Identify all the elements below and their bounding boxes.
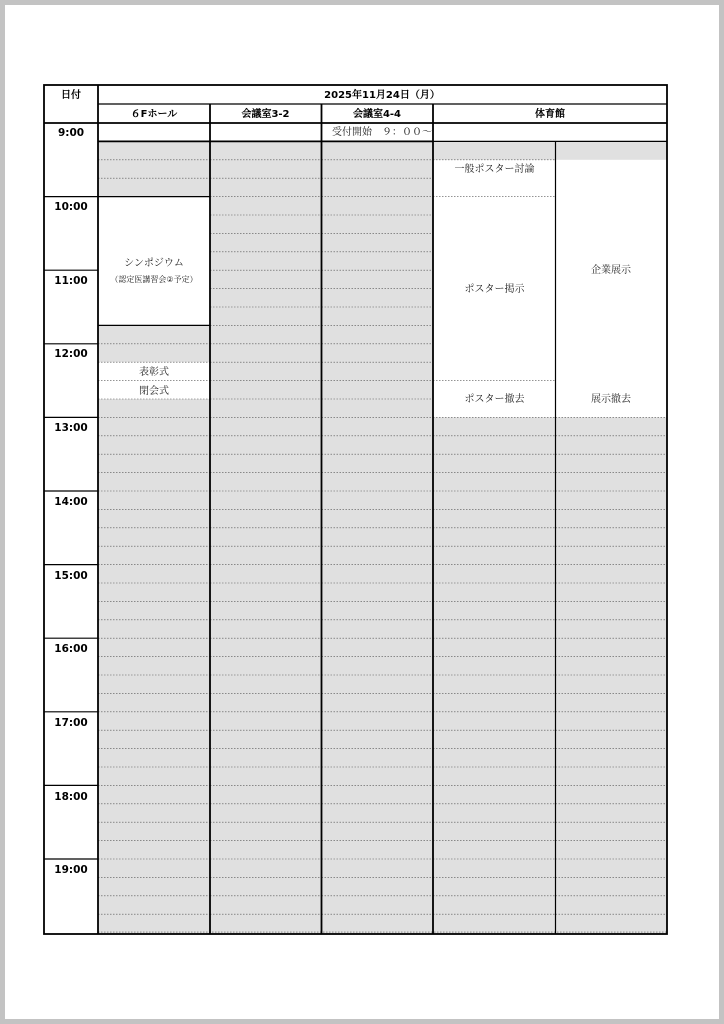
symposium-title: シンポジウム [124,258,184,269]
poster-removal: ポスター撤去 [464,394,525,405]
room-header-6f-hall: ６Fホール [130,109,178,120]
room-header-meeting-4-4: 会議室4-4 [352,109,402,120]
closing-ceremony: 閉会式 [139,386,169,397]
poster-shade [433,141,556,159]
company-exhibit: 企業展示 [591,265,631,276]
poster-posting: ポスター掲示 [464,284,525,295]
date-column-label: 日付 [61,90,81,101]
date-value: 2025年11月24日（月） [324,90,440,101]
time-label: 15:00 [54,570,88,582]
time-label: 16:00 [54,643,88,655]
time-label: 12:00 [54,348,88,360]
time-label: 13:00 [54,422,88,434]
poster-discussion: 一般ポスター討論 [454,164,535,175]
award-ceremony: 表彰式 [139,367,169,378]
time-label: 11:00 [54,275,88,287]
time-labels [54,127,87,876]
time-label: 19:00 [54,864,88,876]
reception-start-text: 受付開始 ９：００～ [332,127,432,138]
time-label: 14:00 [54,496,88,508]
time-label: 18:00 [54,791,88,803]
symposium-note: （認定医講習会②予定） [110,275,198,284]
exhibit-removal: 展示撤去 [591,394,631,405]
time-label: 17:00 [54,717,88,729]
time-label: 10:00 [54,201,88,213]
time-label: 9:00 [57,127,85,139]
room-header-meeting-3-2: 会議室3-2 [241,109,290,120]
room-header-gymnasium: 体育館 [535,109,565,120]
poster-block [433,141,556,417]
exhibit-block [556,160,668,418]
